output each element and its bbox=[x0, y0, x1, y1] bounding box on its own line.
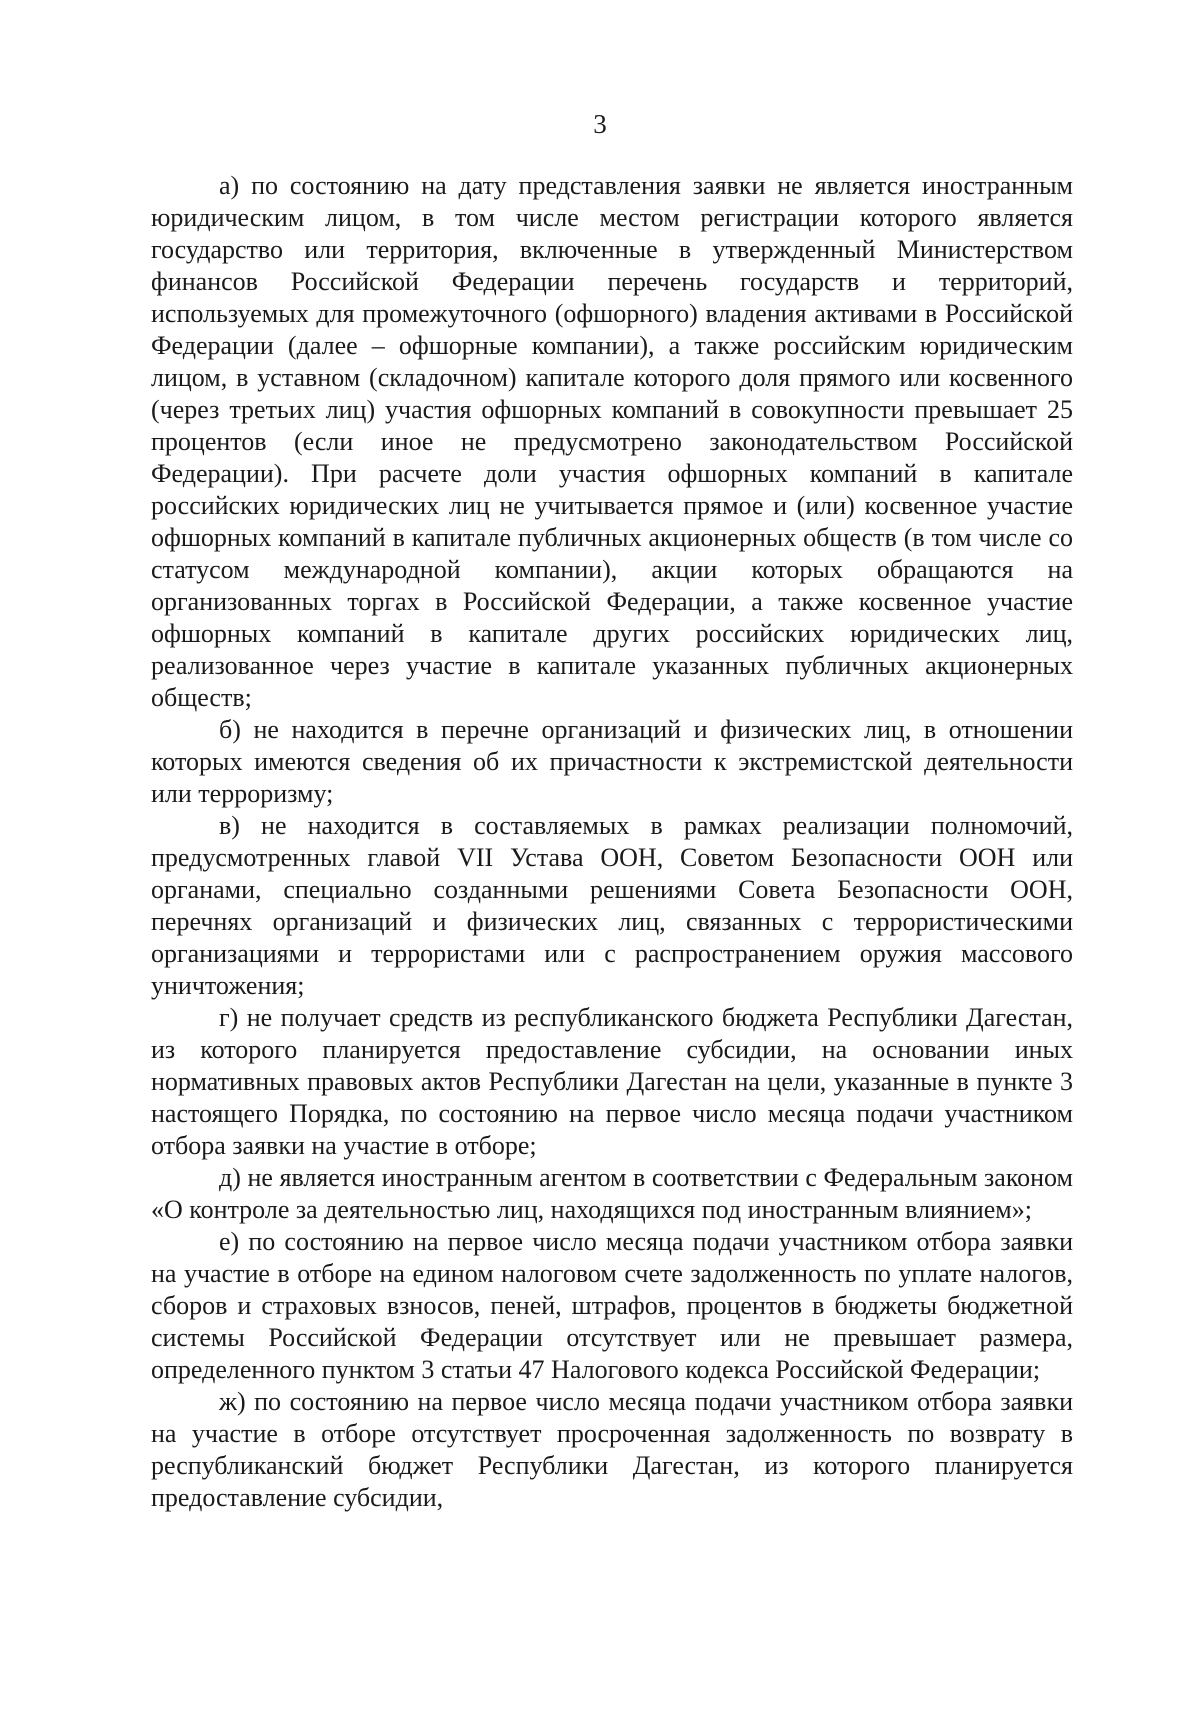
paragraph-b: б) не находится в перечне организаций и физических лиц, в отношении которых имеются сведения об их причастности к экстремистской деятельности или терроризму; bbox=[151, 715, 1073, 808]
document-body bbox=[151, 170, 1073, 1514]
paragraph-v: в) не находится в составляемых в рамках реализации полномочий, предусмотренных главой VII Устава ООН, Советом Безопасности ООН или органами, специально созданными решениями Совета Безопасности ООН, перечнях организаций и физических лиц, связанных с террористическими организациями и террористами или с распространением оружия массового уничтожения; bbox=[151, 811, 1073, 1000]
paragraph-a: а) по состоянию на дату представления заявки не является иностранным юридическим лицом, в том числе местом регистрации которого является государство или территория, включенные в утвержденный Министерством финансов Российской Федерации перечень государств и территорий, используемых для промежуточного (офшорного) владения активами в Российской Федерации (далее – офшорные компании), а также российским юридическим лицом, в уставном (складочном) капитале которого доля прямого или косвенного (через третьих лиц) участия офшорных компаний в совокупности превышает 25 процентов (если иное не предусмотрено законодательством Российской Федерации). При расчете доли участия офшорных компаний в капитале российских юридических лиц не учитывается прямое и (или) косвенное участие офшорных компаний в капитале публичных акционерных обществ (в том числе со статусом международной компании), акции которых обращаются на организованных торгах в Российской Федерации, а также косвенное участие офшорных компаний в капитале других российских юридических лиц, реализованное через участие в капитале указанных публичных акционерных обществ; bbox=[151, 171, 1073, 712]
paragraph-e: е) по состоянию на первое число месяца подачи участником отбора заявки на участие в отборе на едином налоговом счете задолженность по уплате налогов, сборов и страховых взносов, пеней, штрафов, процентов в бюджеты бюджетной системы Российской Федерации отсутствует или не превышает размера, определенного пунктом 3 статьи 47 Налогового кодекса Российской Федерации; bbox=[151, 1227, 1073, 1384]
paragraph-g: г) не получает средств из республиканского бюджета Республики Дагестан, из которого планируется предоставление субсидии, на основании иных нормативных правовых актов Республики Дагестан на цели, указанные в пункте 3 настоящего Порядка, по состоянию на первое число месяца подачи участником отбора заявки на участие в отборе; bbox=[151, 1003, 1073, 1160]
page-number: 3 bbox=[593, 109, 607, 139]
paragraph-d: д) не является иностранным агентом в соответствии с Федеральным законом «О контроле за деятельностью лиц, находящихся под иностранным влиянием»; bbox=[151, 1163, 1073, 1224]
paragraph-zh: ж) по состоянию на первое число месяца подачи участником отбора заявки на участие в отборе отсутствует просроченная задолженность по возврату в республиканский бюджет Республики Дагестан, из которого планируется предоставление субсидии, bbox=[151, 1387, 1073, 1512]
